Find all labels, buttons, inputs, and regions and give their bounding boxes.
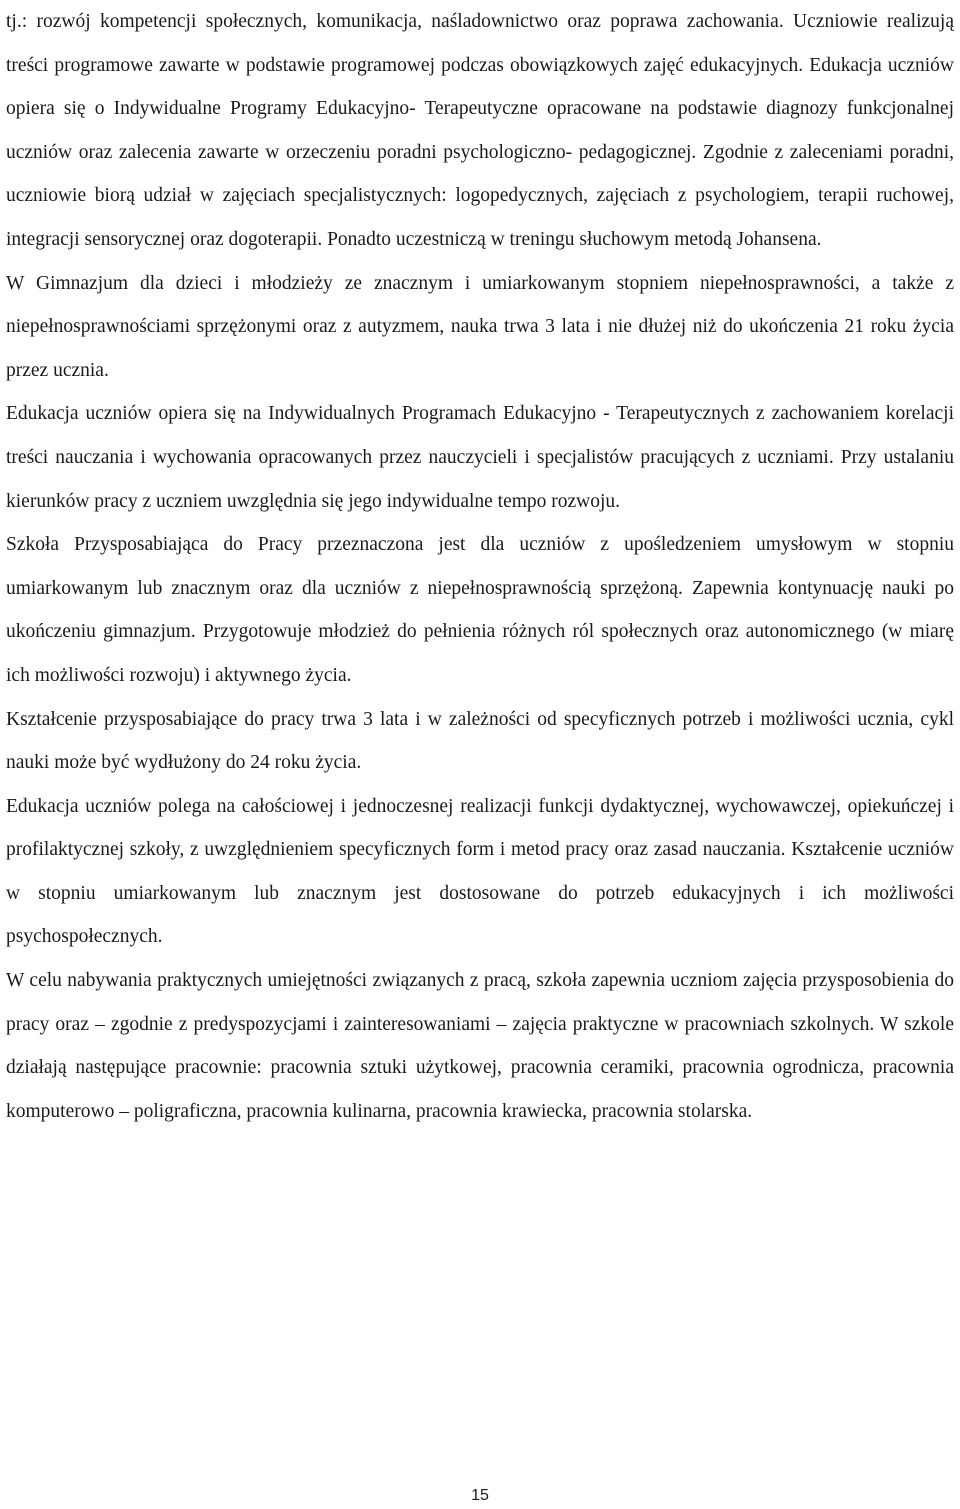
document-page [6, 0, 954, 1133]
paragraph-3: Edukacja uczniów opiera się na Indywidualnych Programach Edukacyjno - Terapeutycznych z zachowaniem korelacji treści nauczania i wychowania opracowanych przez nauczycieli i specjalistów pracujących z uczniami. Przy ustalaniu kierunków pracy z uczniem uwzględnia się jego indywidualne tempo rozwoju. [6, 403, 954, 512]
paragraph-4: Szkoła Przysposabiająca do Pracy przeznaczona jest dla uczniów z upośledzeniem umysłowym w stopniu umiarkowanym lub znacznym oraz dla uczniów z niepełnosprawnością sprzężoną. Zapewnia kontynuację nauki po ukończeniu gimnazjum. Przygotowuje młodzież do pełnienia różnych ról społecznych oraz autonomicznego (w miarę ich możliwości rozwoju) i aktywnego życia. [6, 534, 954, 686]
paragraph-2: W Gimnazjum dla dzieci i młodzieży ze znacznym i umiarkowanym stopniem niepełnosprawności, a także z niepełnosprawnościami sprzężonymi oraz z autyzmem, nauka trwa 3 lata i nie dłużej niż do ukończenia 21 roku życia przez ucznia. [6, 272, 954, 381]
page-number: 15 [471, 1487, 489, 1504]
paragraph-6: Edukacja uczniów polega na całościowej i jednoczesnej realizacji funkcji dydaktycznej, wychowawczej, opiekuńczej i profilaktycznej szkoły, z uwzględnieniem specyficznych form i metod pracy oraz zasad nauczania. Kształcenie uczniów w stopniu umiarkowanym lub znacznym jest dostosowane do potrzeb edukacyjnych i ich możliwości psychospołecznych. [6, 795, 954, 948]
paragraph-1: tj.: rozwój kompetencji społecznych, komunikacja, naśladownictwo oraz poprawa zachowania. Uczniowie realizują treści programowe zawarte w podstawie programowej podczas obowiązkowych zajęć edukacyjnych. Edukacja uczniów opiera się o Indywidualne Programy Edukacyjno- Terapeutyczne opracowane na podstawie diagnozy funkcjonalnej uczniów oraz zalecenia zawarte w orzeczeniu poradni psychologiczno- pedagogicznej. Zgodnie z zaleceniami poradni, uczniowie biorą udział w zajęciach specjalistycznych: logopedycznych, zajęciach z psychologiem, terapii ruchowej, integracji sensorycznej oraz dogoterapii. Ponadto uczestniczą w treningu słuchowym metodą Johansena. [6, 11, 954, 250]
paragraph-5: Kształcenie przysposabiające do pracy trwa 3 lata i w zależności od specyficznych potrzeb i możliwości ucznia, cykl nauki może być wydłużony do 24 roku życia. [6, 708, 954, 774]
paragraph-7: W celu nabywania praktycznych umiejętności związanych z pracą, szkoła zapewnia uczniom zajęcia przysposobienia do pracy oraz – zgodnie z predyspozycjami i zainteresowaniami – zajęcia praktyczne w pracowniach szkolnych. W szkole działają następujące pracownie: pracownia sztuki użytkowej, pracownia ceramiki, pracownia ogrodnicza, pracownia komputerowo – poligraficzna, pracownia kulinarna, pracownia krawiecka, pracownia stolarska. [6, 970, 954, 1122]
